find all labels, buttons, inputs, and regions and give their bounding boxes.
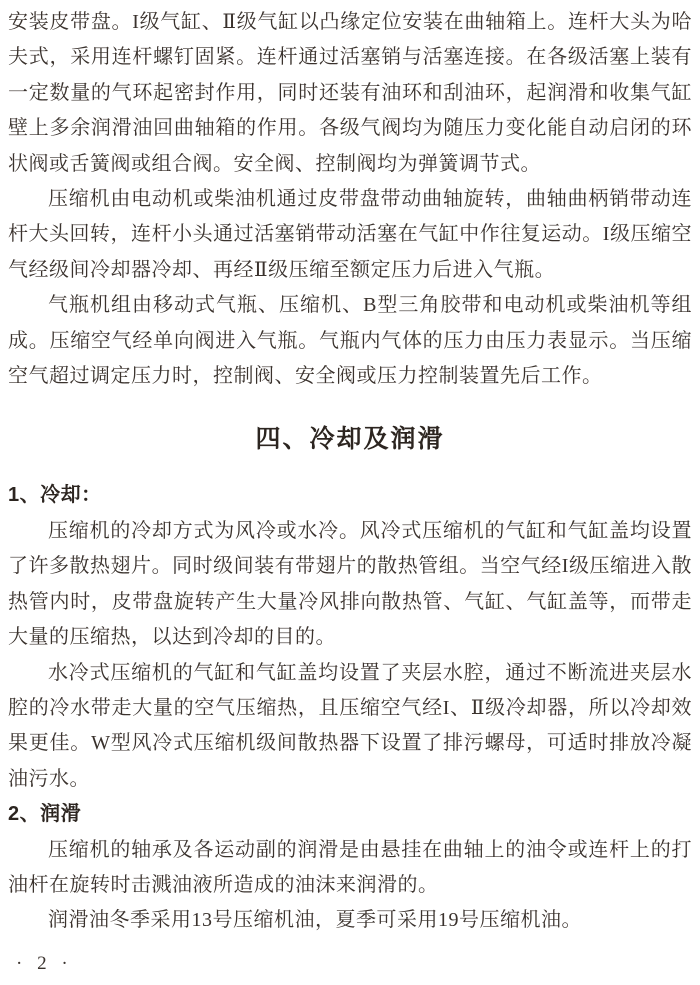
paragraph-continuation: 安装皮带盘。I级气缸、Ⅱ级气缸以凸缘定位安装在曲轴箱上。连杆大头为哈夫式，采用连杆螺钉固紧。连杆通过活塞销与活塞连接。在各级活塞上装有一定数量的气环起密封作用，同时还装有油环和刮油环，起润滑和收集气缸壁上多余润滑油回曲轴箱的作用。各级气阀均为随压力变化能自动启闭的环状阀或舌簧阀或组合阀。安全阀、控制阀均为弹簧调节式。 [8, 11, 692, 175]
section-heading-cooling-and-lubrication: 四、冷却及润滑 [255, 425, 445, 454]
paragraph-air-cooling: 压缩机的冷却方式为风冷或水冷。风冷式压缩机的气缸和气缸盖均设置了许多散热翅片。同时级间装有带翅片的散热管组。当空气经I级压缩进入散热管内时，皮带盘旋转产生大量冷风排向散热管、气缸、气缸盖等，而带走大量的压缩热，以达到冷却的目的。 [8, 519, 692, 649]
paragraph-drive-mechanism: 压缩机由电动机或柴油机通过皮带盘带动曲轴旋转，曲轴曲柄销带动连杆大头回转，连杆小头通过活塞销带动活塞在气缸中作往复运动。I级压缩空气经级间冷却器冷却、再经Ⅱ级压缩至额定压力后进入气瓶。 [8, 188, 692, 281]
page-number: · 2 · [16, 953, 73, 974]
subsection-heading-cooling: 1、冷却： [8, 484, 102, 507]
paragraph-cylinder-unit: 气瓶机组由移动式气瓶、压缩机、B型三角胶带和电动机或柴油机等组成。压缩空气经单向阀进入气瓶。气瓶内气体的压力由压力表显示。当压缩空气超过调定压力时，控制阀、安全阀或压力控制装置先后工作。 [8, 294, 692, 388]
paragraph-lubrication-method: 压缩机的轴承及各运动副的润滑是由悬挂在曲轴上的油令或连杆上的打油杆在旋转时击溅油液所造成的油沫来润滑的。 [8, 838, 692, 896]
paragraph-lubrication-oil: 润滑油冬季采用13号压缩机油，夏季可采用19号压缩机油。 [48, 909, 582, 932]
paragraph-water-cooling: 水冷式压缩机的气缸和气缸盖均设置了夹层水腔，通过不断流进夹层水腔的冷水带走大量的空气压缩热，且压缩空气经I、Ⅱ级冷却器，所以冷却效果更佳。W型风冷式压缩机级间散热器下设置了排污螺母，可适时排放冷凝油污水。 [8, 661, 692, 790]
subsection-heading-lubrication: 2、润滑 [8, 803, 82, 826]
